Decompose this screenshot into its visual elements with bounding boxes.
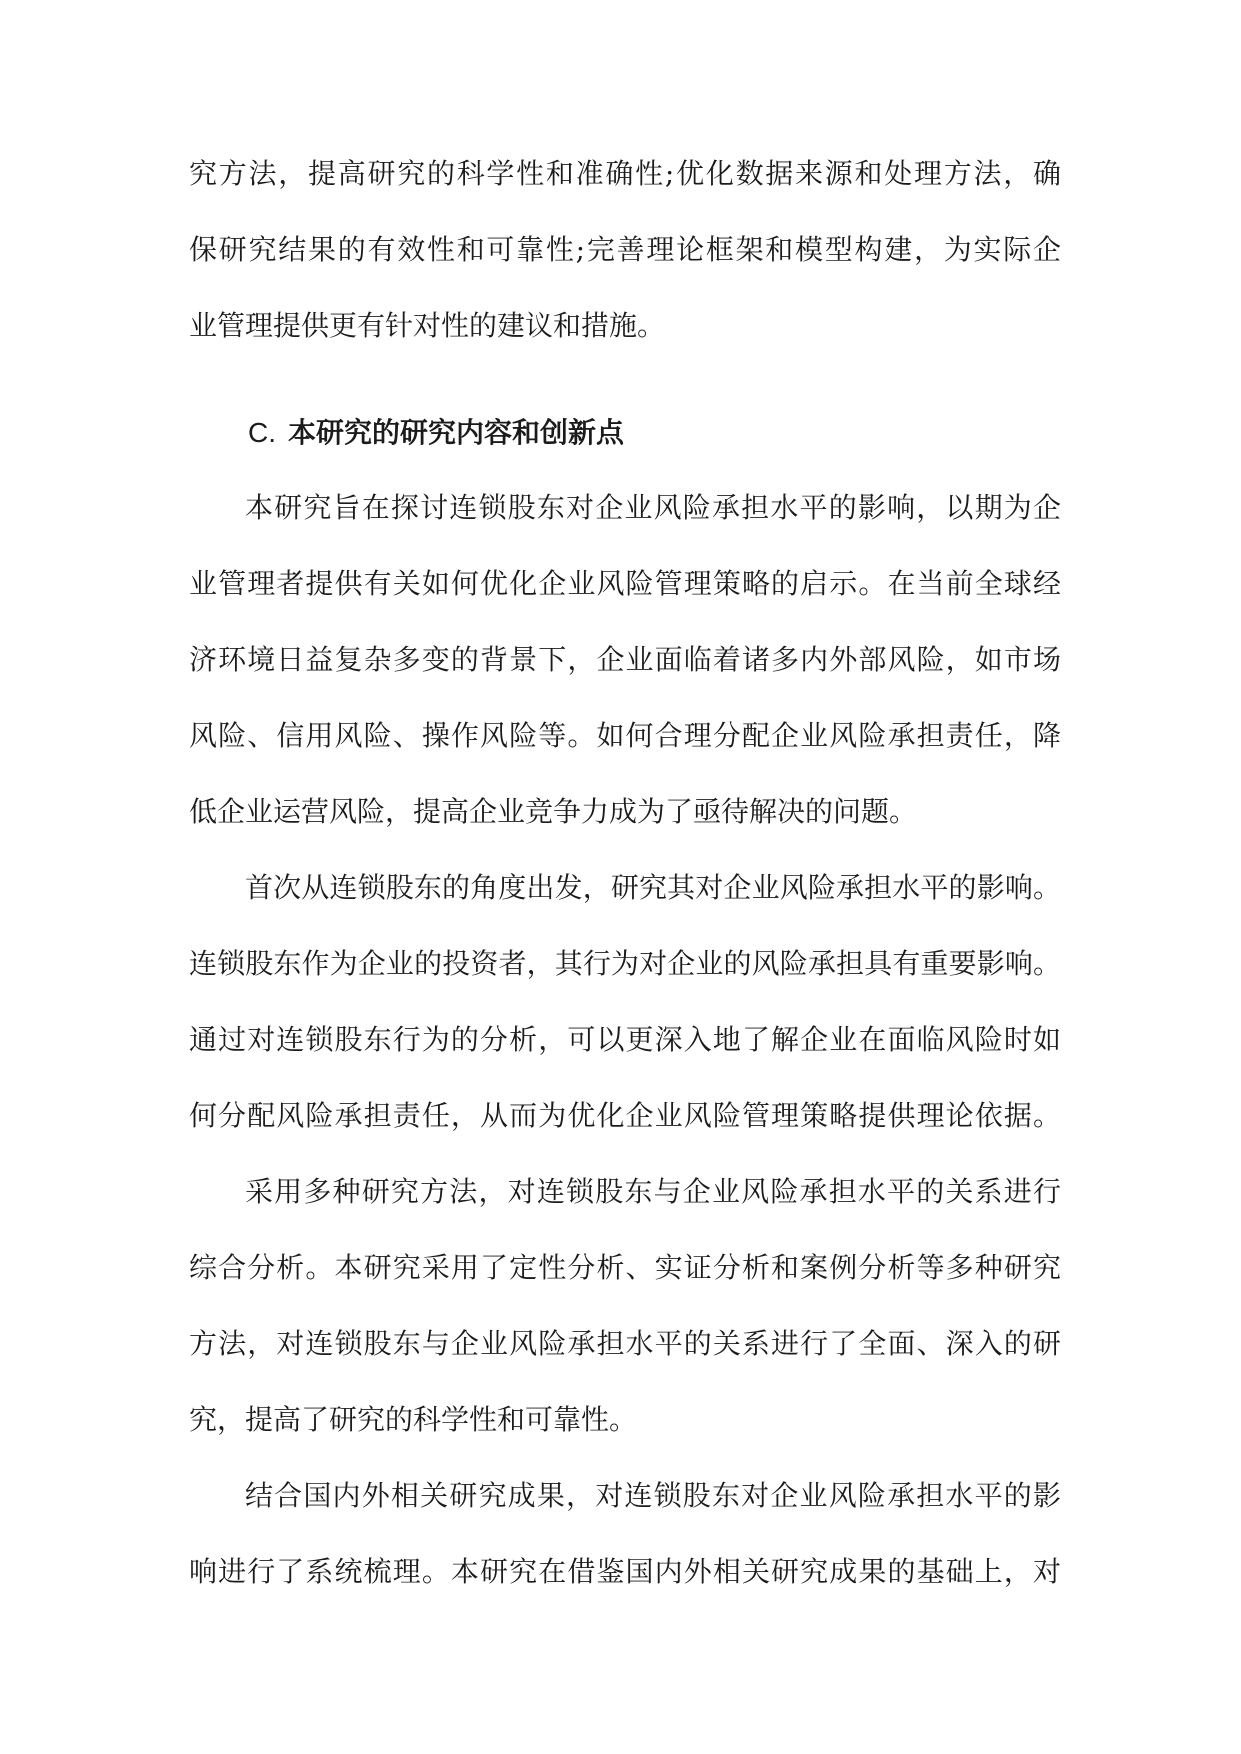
paragraph-line: 首次从连锁股东的角度出发，研究其对企业风险承担水平的影响。 — [245, 871, 1061, 904]
paragraph — [189, 850, 1061, 1154]
section-body — [189, 470, 1061, 1610]
paragraph-line: 低企业运营风险，提高企业竞争力成为了亟待解决的问题。 — [189, 795, 918, 828]
paragraph-line: 响进行了系统梳理。本研究在借鉴国内外相关研究成果的基础上，对 — [189, 1555, 1061, 1588]
paragraph — [189, 470, 1061, 850]
paragraph-line: 保研究结果的有效性和可靠性;完善理论框架和模型构建，为实际企 — [189, 233, 1061, 266]
paragraph-line: 方法，对连锁股东与企业风险承担水平的关系进行了全面、深入的研 — [189, 1327, 1061, 1360]
paragraph-line: 风险、信用风险、操作风险等。如何合理分配企业风险承担责任，降 — [189, 719, 1061, 752]
paragraph-line: 通过对连锁股东行为的分析，可以更深入地了解企业在面临风险时如 — [189, 1023, 1061, 1056]
paragraph-line: 本研究旨在探讨连锁股东对企业风险承担水平的影响，以期为企 — [245, 491, 1061, 524]
paragraph-line: 究方法，提高研究的科学性和准确性;优化数据来源和处理方法，确 — [189, 157, 1061, 190]
paragraph-line: 采用多种研究方法，对连锁股东与企业风险承担水平的关系进行 — [245, 1175, 1061, 1208]
paragraph-line: 何分配风险承担责任，从而为优化企业风险管理策略提供理论依据。 — [189, 1099, 1061, 1132]
paragraph-line: 综合分析。本研究采用了定性分析、实证分析和案例分析等多种研究 — [189, 1251, 1061, 1284]
continued-paragraph — [189, 136, 1061, 364]
paragraph-line: 业管理提供更有针对性的建议和措施。 — [189, 309, 666, 342]
section-number: C. — [248, 417, 276, 448]
section-title: 本研究的研究内容和创新点 — [288, 416, 625, 449]
paragraph — [189, 1154, 1061, 1458]
paragraph-line: 连锁股东作为企业的投资者，其行为对企业的风险承担具有重要影响。 — [189, 947, 1061, 980]
paragraph — [189, 1458, 1061, 1610]
paragraph-line: 结合国内外相关研究成果，对连锁股东对企业风险承担水平的影 — [245, 1479, 1061, 1512]
paragraph-line: 业管理者提供有关如何优化企业风险管理策略的启示。在当前全球经 — [189, 567, 1061, 600]
paragraph-line: 究，提高了研究的科学性和可靠性。 — [189, 1403, 638, 1436]
paragraph-line: 济环境日益复杂多变的背景下，企业面临着诸多内外部风险，如市场 — [189, 643, 1061, 676]
section-heading — [189, 395, 1061, 471]
